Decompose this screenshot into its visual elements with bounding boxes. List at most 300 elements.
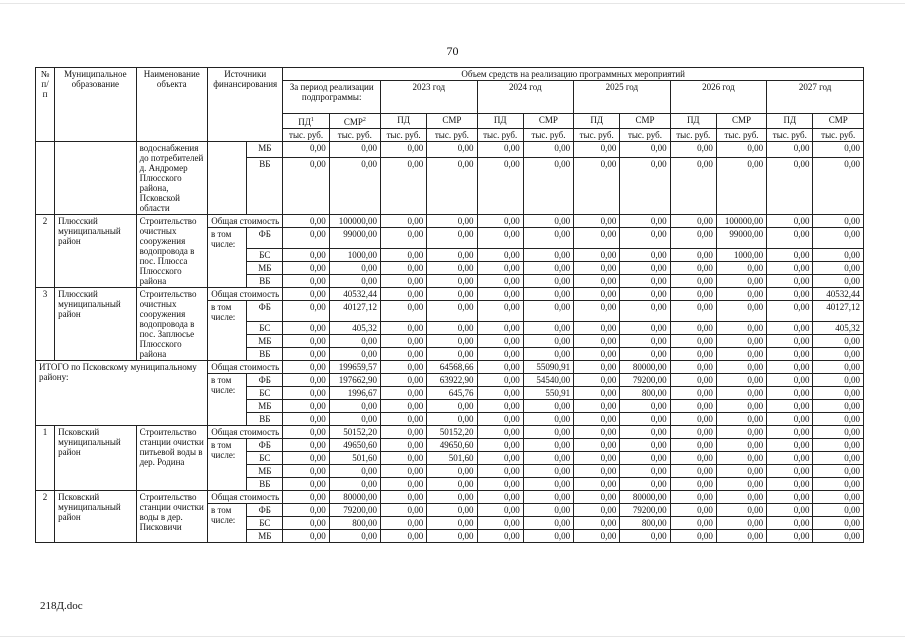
- amount-cell: 0,00: [574, 142, 620, 158]
- amount-cell: 0,00: [670, 158, 716, 215]
- object-name: Строительство станции очистки питьевой воды в дер. Родина: [136, 426, 207, 491]
- amount-cell: 0,00: [283, 249, 329, 262]
- source-code: ВБ: [247, 413, 283, 426]
- amount-cell: 0,00: [523, 322, 573, 335]
- amount-cell: 0,00: [329, 275, 380, 288]
- amount-cell: 0,00: [427, 301, 477, 322]
- amount-cell: 0,00: [716, 491, 766, 504]
- amount-cell: 0,00: [767, 322, 813, 335]
- amount-cell: 0,00: [283, 215, 329, 228]
- amount-cell: 0,00: [716, 387, 766, 400]
- amount-cell: 0,00: [477, 335, 523, 348]
- amount-cell: 0,00: [716, 504, 766, 517]
- amount-cell: 0,00: [670, 504, 716, 517]
- page-number: 70: [446, 44, 459, 58]
- amount-cell: 0,00: [670, 335, 716, 348]
- amount-cell: 0,00: [283, 426, 329, 439]
- header-year: 2024 год: [477, 81, 574, 114]
- amount-cell: 80000,00: [620, 491, 670, 504]
- amount-cell: 0,00: [329, 335, 380, 348]
- header-unit: тыс. руб.: [427, 129, 477, 142]
- amount-cell: 0,00: [523, 413, 573, 426]
- header-unit: тыс. руб.: [813, 129, 864, 142]
- amount-cell: 0,00: [813, 530, 864, 543]
- scan-edge-line: [0, 3, 905, 4]
- amount-cell: 40532,44: [329, 288, 380, 301]
- amount-cell: 0,00: [283, 400, 329, 413]
- amount-cell: 80000,00: [329, 491, 380, 504]
- amount-cell: 0,00: [620, 478, 670, 491]
- amount-cell: 0,00: [716, 413, 766, 426]
- amount-cell: 0,00: [574, 478, 620, 491]
- header-smr: СМР: [523, 114, 573, 129]
- amount-cell: 0,00: [716, 439, 766, 452]
- amount-cell: 0,00: [620, 426, 670, 439]
- source-code: МБ: [247, 262, 283, 275]
- amount-cell: 0,00: [670, 452, 716, 465]
- amount-cell: 0,00: [767, 504, 813, 517]
- amount-cell: 40127,12: [813, 301, 864, 322]
- header-pd: $ПД^1$: [283, 114, 329, 129]
- amount-cell: 0,00: [767, 452, 813, 465]
- amount-cell: 0,00: [427, 335, 477, 348]
- amount-cell: 79200,00: [329, 504, 380, 517]
- amount-cell: 0,00: [380, 504, 426, 517]
- in-total-label: в том числе:: [207, 301, 246, 361]
- amount-cell: 0,00: [767, 387, 813, 400]
- amount-cell: 0,00: [380, 142, 426, 158]
- source-code: БС: [247, 517, 283, 530]
- amount-cell: 0,00: [620, 142, 670, 158]
- table-row: [36, 491, 864, 504]
- amount-cell: 0,00: [813, 361, 864, 374]
- amount-cell: 0,00: [620, 249, 670, 262]
- amount-cell: 0,00: [477, 348, 523, 361]
- amount-cell: 0,00: [813, 215, 864, 228]
- amount-cell: 0,00: [477, 491, 523, 504]
- amount-cell: 0,00: [767, 228, 813, 249]
- amount-cell: 0,00: [813, 348, 864, 361]
- header-unit: тыс. руб.: [380, 129, 426, 142]
- amount-cell: 0,00: [767, 530, 813, 543]
- amount-cell: 0,00: [670, 439, 716, 452]
- amount-cell: 0,00: [523, 452, 573, 465]
- amount-cell: 0,00: [813, 491, 864, 504]
- header-year: 2026 год: [670, 81, 767, 114]
- amount-cell: 0,00: [523, 517, 573, 530]
- amount-cell: 0,00: [380, 387, 426, 400]
- source-code: ФБ: [247, 439, 283, 452]
- amount-cell: 0,00: [477, 322, 523, 335]
- amount-cell: 0,00: [283, 478, 329, 491]
- amount-cell: 800,00: [329, 517, 380, 530]
- amount-cell: 0,00: [477, 158, 523, 215]
- object-name: Строительство очистных сооружения водопровода в пос. Плюсса Плюсского района: [136, 215, 207, 288]
- amount-cell: 0,00: [523, 301, 573, 322]
- amount-cell: 0,00: [523, 262, 573, 275]
- amount-cell: 0,00: [716, 158, 766, 215]
- amount-cell: 0,00: [620, 288, 670, 301]
- amount-cell: 0,00: [670, 301, 716, 322]
- amount-cell: 0,00: [477, 249, 523, 262]
- amount-cell: 0,00: [477, 301, 523, 322]
- amount-cell: 0,00: [283, 491, 329, 504]
- amount-cell: 0,00: [767, 215, 813, 228]
- amount-cell: 0,00: [767, 517, 813, 530]
- header-unit: тыс. руб.: [670, 129, 716, 142]
- header-unit: тыс. руб.: [283, 129, 329, 142]
- amount-cell: 0,00: [427, 142, 477, 158]
- amount-cell: 0,00: [523, 348, 573, 361]
- amount-cell: 0,00: [427, 491, 477, 504]
- amount-cell: 0,00: [716, 275, 766, 288]
- amount-cell: 0,00: [767, 335, 813, 348]
- source-code: БС: [247, 249, 283, 262]
- amount-cell: 0,00: [767, 158, 813, 215]
- amount-cell: 0,00: [329, 413, 380, 426]
- source-code: ФБ: [247, 301, 283, 322]
- amount-cell: 0,00: [670, 275, 716, 288]
- amount-cell: 0,00: [574, 452, 620, 465]
- amount-cell: 0,00: [716, 426, 766, 439]
- amount-cell: 0,00: [813, 158, 864, 215]
- amount-cell: 0,00: [329, 142, 380, 158]
- header-no: № п/п: [36, 68, 55, 142]
- amount-cell: 0,00: [813, 439, 864, 452]
- amount-cell: 0,00: [670, 361, 716, 374]
- amount-cell: 0,00: [767, 465, 813, 478]
- amount-cell: 0,00: [620, 228, 670, 249]
- amount-cell: 0,00: [670, 413, 716, 426]
- amount-cell: 0,00: [620, 530, 670, 543]
- amount-cell: 0,00: [380, 413, 426, 426]
- amount-cell: 0,00: [767, 478, 813, 491]
- row-number: 2: [36, 215, 55, 288]
- total-cost-label: Общая стоимость: [207, 215, 282, 228]
- amount-cell: 0,00: [574, 517, 620, 530]
- amount-cell: 800,00: [620, 517, 670, 530]
- object-name: водоснабжения до потребителей д. Андромер Плюсского района, Псковской области: [136, 142, 207, 215]
- source-code: МБ: [247, 530, 283, 543]
- municipality: Плюсский муниципальный район: [55, 215, 136, 288]
- amount-cell: 0,00: [427, 288, 477, 301]
- municipality: Псковский муниципальный район: [55, 426, 136, 491]
- amount-cell: 0,00: [380, 275, 426, 288]
- row-number: 1: [36, 426, 55, 491]
- amount-cell: 0,00: [574, 439, 620, 452]
- amount-cell: 0,00: [380, 426, 426, 439]
- amount-cell: 0,00: [670, 426, 716, 439]
- amount-cell: 1000,00: [716, 249, 766, 262]
- source-code: БС: [247, 452, 283, 465]
- amount-cell: 0,00: [380, 262, 426, 275]
- amount-cell: 0,00: [813, 228, 864, 249]
- amount-cell: 0,00: [670, 387, 716, 400]
- object-name: Строительство станции очистки воды в дер. Писковичи: [136, 491, 207, 543]
- amount-cell: 0,00: [380, 335, 426, 348]
- header-smr: СМР$^2$: [329, 114, 380, 129]
- amount-cell: 0,00: [523, 478, 573, 491]
- amount-cell: 0,00: [670, 530, 716, 543]
- amount-cell: 0,00: [670, 142, 716, 158]
- footer-filename: 218Д.doc: [40, 600, 83, 612]
- amount-cell: 0,00: [427, 158, 477, 215]
- amount-cell: 0,00: [523, 491, 573, 504]
- amount-cell: 0,00: [283, 228, 329, 249]
- amount-cell: 0,00: [813, 374, 864, 387]
- header-pd: ПД: [574, 114, 620, 129]
- amount-cell: 50152,20: [329, 426, 380, 439]
- amount-cell: 0,00: [283, 413, 329, 426]
- source-code: ФБ: [247, 374, 283, 387]
- amount-cell: 0,00: [380, 215, 426, 228]
- amount-cell: 0,00: [767, 400, 813, 413]
- amount-cell: 0,00: [767, 374, 813, 387]
- amount-cell: 0,00: [716, 400, 766, 413]
- amount-cell: 0,00: [283, 517, 329, 530]
- amount-cell: 0,00: [716, 348, 766, 361]
- amount-cell: 0,00: [427, 348, 477, 361]
- in-total-label: в том числе:: [207, 228, 246, 288]
- amount-cell: 0,00: [329, 262, 380, 275]
- amount-cell: 0,00: [767, 288, 813, 301]
- amount-cell: 0,00: [380, 322, 426, 335]
- amount-cell: 0,00: [813, 262, 864, 275]
- amount-cell: 0,00: [767, 142, 813, 158]
- amount-cell: 199659,57: [329, 361, 380, 374]
- amount-cell: 55090,91: [523, 361, 573, 374]
- amount-cell: 0,00: [427, 413, 477, 426]
- amount-cell: 100000,00: [329, 215, 380, 228]
- amount-cell: 0,00: [380, 465, 426, 478]
- amount-cell: 80000,00: [620, 361, 670, 374]
- municipality: Плюсский муниципальный район: [55, 288, 136, 361]
- amount-cell: 0,00: [380, 452, 426, 465]
- amount-cell: 0,00: [813, 413, 864, 426]
- amount-cell: 0,00: [813, 517, 864, 530]
- header-smr: СМР: [427, 114, 477, 129]
- header-object: Наименование объекта: [136, 68, 207, 142]
- amount-cell: 0,00: [477, 374, 523, 387]
- in-total-blank: [207, 142, 246, 215]
- amount-cell: 0,00: [574, 301, 620, 322]
- amount-cell: 0,00: [767, 301, 813, 322]
- amount-cell: 0,00: [523, 504, 573, 517]
- amount-cell: 0,00: [813, 249, 864, 262]
- amount-cell: 0,00: [716, 142, 766, 158]
- amount-cell: 645,76: [427, 387, 477, 400]
- amount-cell: 0,00: [477, 452, 523, 465]
- amount-cell: 0,00: [283, 288, 329, 301]
- amount-cell: 0,00: [523, 158, 573, 215]
- amount-cell: 0,00: [767, 439, 813, 452]
- amount-cell: 0,00: [716, 301, 766, 322]
- amount-cell: 0,00: [574, 413, 620, 426]
- table-row: [36, 142, 864, 158]
- amount-cell: 0,00: [620, 335, 670, 348]
- amount-cell: 0,00: [574, 361, 620, 374]
- amount-cell: 0,00: [620, 400, 670, 413]
- amount-cell: 0,00: [427, 249, 477, 262]
- amount-cell: 0,00: [283, 275, 329, 288]
- amount-cell: 99000,00: [716, 228, 766, 249]
- amount-cell: 0,00: [477, 361, 523, 374]
- amount-cell: 0,00: [380, 228, 426, 249]
- amount-cell: 0,00: [380, 478, 426, 491]
- header-pd: ПД: [477, 114, 523, 129]
- table-row: [36, 288, 864, 301]
- amount-cell: 0,00: [283, 530, 329, 543]
- amount-cell: 0,00: [670, 400, 716, 413]
- amount-cell: 0,00: [670, 262, 716, 275]
- amount-cell: 0,00: [574, 400, 620, 413]
- amount-cell: 0,00: [620, 158, 670, 215]
- amount-cell: 40127,12: [329, 301, 380, 322]
- header-year: 2025 год: [574, 81, 671, 114]
- amount-cell: 50152,20: [427, 426, 477, 439]
- amount-cell: 0,00: [477, 262, 523, 275]
- header-smr: СМР: [620, 114, 670, 129]
- header-pd: ПД: [380, 114, 426, 129]
- amount-cell: 79200,00: [620, 374, 670, 387]
- amount-cell: 0,00: [427, 504, 477, 517]
- amount-cell: 0,00: [767, 249, 813, 262]
- amount-cell: 0,00: [523, 249, 573, 262]
- amount-cell: 0,00: [477, 530, 523, 543]
- amount-cell: 64568,66: [427, 361, 477, 374]
- amount-cell: 0,00: [767, 426, 813, 439]
- amount-cell: 0,00: [813, 335, 864, 348]
- amount-cell: 0,00: [620, 465, 670, 478]
- amount-cell: 0,00: [574, 387, 620, 400]
- amount-cell: 0,00: [574, 374, 620, 387]
- amount-cell: 0,00: [283, 361, 329, 374]
- amount-cell: 0,00: [813, 504, 864, 517]
- amount-cell: 0,00: [620, 215, 670, 228]
- object-name: Строительство очистных сооружения водопровода в пос. Заплюсье Плюсского района: [136, 288, 207, 361]
- amount-cell: 0,00: [477, 413, 523, 426]
- amount-cell: 0,00: [523, 335, 573, 348]
- amount-cell: 0,00: [716, 465, 766, 478]
- amount-cell: 0,00: [283, 439, 329, 452]
- amount-cell: 40532,44: [813, 288, 864, 301]
- header-unit: тыс. руб.: [523, 129, 573, 142]
- amount-cell: 0,00: [813, 426, 864, 439]
- amount-cell: 0,00: [523, 530, 573, 543]
- amount-cell: 0,00: [427, 322, 477, 335]
- amount-cell: 0,00: [523, 400, 573, 413]
- amount-cell: 0,00: [329, 348, 380, 361]
- amount-cell: 0,00: [620, 322, 670, 335]
- amount-cell: 0,00: [670, 228, 716, 249]
- amount-cell: 0,00: [523, 215, 573, 228]
- header-unit: тыс. руб.: [574, 129, 620, 142]
- source-code: БС: [247, 322, 283, 335]
- amount-cell: 405,32: [813, 322, 864, 335]
- in-total-label: в том числе:: [207, 374, 246, 426]
- source-code: МБ: [247, 465, 283, 478]
- header-source: Источники финансирования: [207, 68, 282, 142]
- header-unit: тыс. руб.: [620, 129, 670, 142]
- funding-table: [35, 67, 864, 543]
- amount-cell: 0,00: [427, 530, 477, 543]
- source-code: БС: [247, 387, 283, 400]
- amount-cell: 0,00: [620, 439, 670, 452]
- amount-cell: 550,91: [523, 387, 573, 400]
- source-code: ВБ: [247, 275, 283, 288]
- amount-cell: 0,00: [477, 215, 523, 228]
- header-year: 2027 год: [767, 81, 864, 114]
- amount-cell: 54540,00: [523, 374, 573, 387]
- amount-cell: 0,00: [670, 348, 716, 361]
- header-smr: СМР: [813, 114, 864, 129]
- source-code: ВБ: [247, 158, 283, 215]
- table-row: [36, 215, 864, 228]
- amount-cell: 0,00: [574, 530, 620, 543]
- amount-cell: 0,00: [477, 439, 523, 452]
- amount-cell: 49650,60: [427, 439, 477, 452]
- row-number: 3: [36, 288, 55, 361]
- amount-cell: 0,00: [767, 262, 813, 275]
- amount-cell: 0,00: [670, 322, 716, 335]
- amount-cell: 0,00: [477, 288, 523, 301]
- amount-cell: 0,00: [670, 249, 716, 262]
- amount-cell: 0,00: [380, 374, 426, 387]
- amount-cell: 0,00: [670, 215, 716, 228]
- amount-cell: 0,00: [283, 504, 329, 517]
- amount-cell: 0,00: [283, 348, 329, 361]
- amount-cell: 0,00: [574, 228, 620, 249]
- amount-cell: 1000,00: [329, 249, 380, 262]
- amount-cell: 0,00: [380, 439, 426, 452]
- row-number: 2: [36, 491, 55, 543]
- total-cost-label: Общая стоимость: [207, 426, 282, 439]
- amount-cell: 0,00: [813, 478, 864, 491]
- row-number: [36, 142, 55, 215]
- header-pd: ПД: [670, 114, 716, 129]
- amount-cell: 0,00: [283, 465, 329, 478]
- amount-cell: 0,00: [477, 504, 523, 517]
- amount-cell: 0,00: [767, 275, 813, 288]
- amount-cell: 0,00: [523, 439, 573, 452]
- total-cost-label: Общая стоимость: [207, 288, 282, 301]
- amount-cell: 0,00: [716, 288, 766, 301]
- amount-cell: 0,00: [523, 142, 573, 158]
- amount-cell: 0,00: [477, 275, 523, 288]
- amount-cell: 0,00: [574, 504, 620, 517]
- amount-cell: 0,00: [380, 491, 426, 504]
- amount-cell: 0,00: [574, 288, 620, 301]
- amount-cell: 0,00: [477, 478, 523, 491]
- amount-cell: 0,00: [283, 335, 329, 348]
- amount-cell: 0,00: [767, 491, 813, 504]
- in-total-label: в том числе:: [207, 504, 246, 543]
- header-period: За период реализации подпрограммы:: [283, 81, 381, 114]
- municipality: [55, 142, 136, 215]
- amount-cell: 197662,90: [329, 374, 380, 387]
- amount-cell: 99000,00: [329, 228, 380, 249]
- amount-cell: 0,00: [380, 517, 426, 530]
- amount-cell: 0,00: [620, 301, 670, 322]
- source-code: ФБ: [247, 228, 283, 249]
- amount-cell: 0,00: [574, 215, 620, 228]
- amount-cell: 0,00: [620, 275, 670, 288]
- amount-cell: 1996,67: [329, 387, 380, 400]
- amount-cell: 63922,90: [427, 374, 477, 387]
- amount-cell: 0,00: [523, 465, 573, 478]
- amount-cell: 0,00: [716, 530, 766, 543]
- amount-cell: 79200,00: [620, 504, 670, 517]
